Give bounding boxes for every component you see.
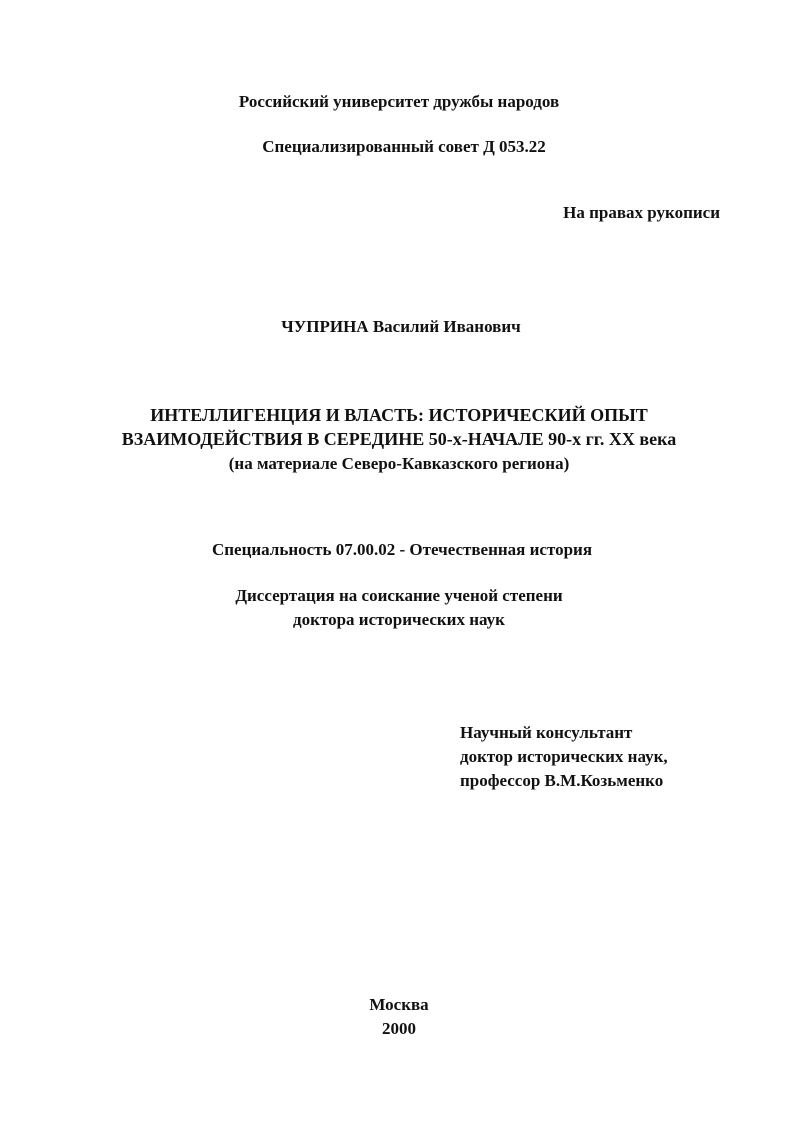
dissertation-degree-line-1: Диссертация на соискание ученой степени — [235, 586, 563, 605]
specialty: Специальность 07.00.02 - Отечественная история — [211, 540, 593, 559]
consultant-name: профессор В.М.Козьменко — [460, 771, 664, 790]
university-name: Российский университет дружбы народов — [238, 92, 560, 111]
publication-year: 2000 — [382, 1019, 416, 1038]
author-name: ЧУПРИНА Василий Иванович — [281, 317, 521, 336]
dissertation-council: Специализированный совет Д 053.22 — [262, 137, 546, 156]
dissertation-degree-line-2: доктора исторических наук — [293, 610, 505, 629]
title-line-2: ВЗАИМОДЕЙСТВИЯ В СЕРЕДИНЕ 50-х-НАЧАЛЕ 90-х гг. XX века — [121, 429, 677, 449]
manuscript-rights-note: На правах рукописи — [563, 203, 720, 222]
publication-city: Москва — [369, 995, 429, 1014]
title-line-3: (на материале Северо-Кавказского региона) — [228, 454, 570, 473]
consultant-label: Научный консультант — [460, 723, 633, 742]
consultant-degree: доктор исторических наук, — [460, 747, 668, 766]
title-line-1: ИНТЕЛЛИГЕНЦИЯ И ВЛАСТЬ: ИСТОРИЧЕСКИЙ ОПЫТ — [150, 405, 648, 425]
